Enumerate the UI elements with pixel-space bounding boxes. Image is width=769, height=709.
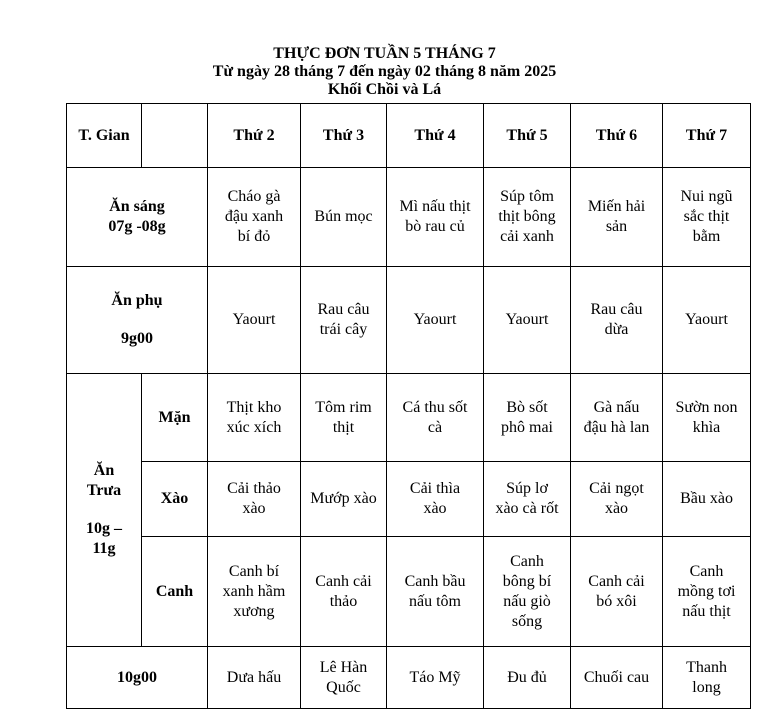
menu-cell <box>387 168 484 267</box>
menu-item-line: Rau câu <box>317 301 370 318</box>
menu-cell <box>571 168 663 267</box>
menu-item-line: Canh <box>689 562 724 580</box>
menu-item-line: Nui ngũ <box>680 188 733 205</box>
menu-item-line: xào cà rốt <box>495 500 559 517</box>
menu-cell <box>208 267 301 374</box>
menu-cell <box>571 374 663 462</box>
menu-cell <box>663 537 751 647</box>
menu-item-line: Mướp xào <box>310 490 377 507</box>
menu-item-line: bằm <box>692 228 721 245</box>
menu-cell <box>208 537 301 647</box>
menu-item-line: thịt bông <box>498 208 556 225</box>
menu-item-line: đậu xanh <box>224 208 284 225</box>
menu-item-line: Rau câu <box>590 301 643 318</box>
menu-item-line: Canh cải <box>588 572 645 590</box>
menu-item-line: Súp tôm <box>500 188 554 205</box>
menu-item-line: Mì nấu thịt <box>399 198 471 215</box>
menu-cell <box>484 462 571 537</box>
menu-cell <box>571 647 663 709</box>
menu-cell <box>663 267 751 374</box>
menu-item-line: Gà nấu <box>593 398 640 416</box>
menu-item-line: Súp lơ <box>506 480 548 497</box>
snack-row <box>67 267 751 374</box>
day-header-tue: Thứ 3 <box>301 104 387 168</box>
menu-item-line: xào <box>242 500 266 517</box>
menu-item-line: phô mai <box>501 418 553 436</box>
menu-item-line: Canh cải <box>315 572 372 590</box>
day-header-sat: Thứ 7 <box>663 104 751 168</box>
menu-cell <box>208 462 301 537</box>
menu-item-line: xúc xích <box>226 418 282 436</box>
lunch-time-line1: 10g – <box>86 520 122 537</box>
menu-item-line: Bún mọc <box>314 208 373 225</box>
menu-item-line: Quốc <box>326 678 361 696</box>
menu-item-line: Yaourt <box>505 311 549 328</box>
menu-item-line: xào <box>604 500 629 517</box>
lunch-label-cell <box>67 374 142 647</box>
menu-item-line: Canh bí <box>228 562 280 580</box>
menu-item-line: thịt <box>332 418 355 436</box>
menu-cell <box>484 647 571 709</box>
day-header-mon: Thứ 2 <box>208 104 301 168</box>
menu-item-line: nấu thịt <box>682 602 731 620</box>
breakfast-label-cell <box>67 168 208 267</box>
menu-cell <box>663 462 751 537</box>
menu-cell <box>663 647 751 709</box>
breakfast-label: Ăn sáng <box>109 198 165 215</box>
lunch-sub-label-xao: Xào <box>142 462 208 537</box>
menu-cell <box>301 267 387 374</box>
menu-cell <box>663 168 751 267</box>
menu-item-line: trái cây <box>319 321 368 338</box>
menu-title: THỰC ĐƠN TUẦN 5 THÁNG 7 <box>273 45 496 62</box>
menu-item-line: Tôm rim <box>315 398 372 416</box>
menu-cell <box>571 537 663 647</box>
menu-item-line: bò rau củ <box>405 218 465 235</box>
lunch-label-line2: Trưa <box>86 482 122 499</box>
menu-cell <box>301 647 387 709</box>
menu-item-line: mồng tơi <box>677 582 736 600</box>
weekly-menu-table <box>66 103 751 709</box>
menu-cell <box>571 462 663 537</box>
menu-item-line: cải xanh <box>500 228 554 245</box>
menu-item-line: Dưa hấu <box>226 668 282 686</box>
breakfast-time: 07g -08g <box>108 218 166 235</box>
menu-cell <box>301 462 387 537</box>
menu-item-line: bó xôi <box>596 592 637 610</box>
time-column-header: T. Gian <box>67 104 142 168</box>
menu-cell <box>484 168 571 267</box>
menu-item-line: Thanh <box>686 658 727 676</box>
menu-cell <box>387 374 484 462</box>
menu-item-line: Thịt kho <box>226 398 282 416</box>
menu-item-line: sắc thịt <box>683 208 730 225</box>
breakfast-row <box>67 168 751 267</box>
menu-item-line: Cải thảo <box>227 480 281 497</box>
menu-cell <box>301 374 387 462</box>
menu-item-line: sống <box>511 612 543 630</box>
lunch-canh-row <box>67 537 751 647</box>
menu-item-line: Cải ngọt <box>589 480 644 497</box>
menu-cell <box>387 537 484 647</box>
lunch-label-line1: Ăn <box>93 462 115 479</box>
menu-item-line: Chuối cau <box>583 668 650 686</box>
snack-time: 9g00 <box>121 330 153 347</box>
menu-item-line: khìa <box>692 418 721 436</box>
menu-item-line: xanh hầm <box>222 582 286 600</box>
menu-cell <box>208 374 301 462</box>
menu-cell <box>484 537 571 647</box>
menu-item-line: Yaourt <box>685 311 728 328</box>
menu-item-line: Miến hải <box>587 198 646 215</box>
menu-item-line: đậu hà lan <box>583 418 650 436</box>
menu-cell <box>387 647 484 709</box>
menu-item-line: xào <box>423 500 447 517</box>
day-header-wed: Thứ 4 <box>387 104 484 168</box>
menu-item-line: Yaourt <box>413 311 457 328</box>
menu-item-line: bông bí <box>502 572 552 590</box>
menu-item-line: thảo <box>329 592 358 610</box>
menu-cell <box>387 267 484 374</box>
menu-cell <box>663 374 751 462</box>
menu-item-line: long <box>692 678 721 696</box>
menu-cell <box>301 168 387 267</box>
menu-item-line: Bầu xào <box>680 490 733 507</box>
menu-item-line: Cháo gà <box>227 188 281 205</box>
header-row <box>67 104 751 168</box>
menu-cell <box>301 537 387 647</box>
lunch-sub-label-canh: Canh <box>142 537 208 647</box>
menu-item-line: nấu tôm <box>409 592 461 610</box>
menu-item-line: Táo Mỹ <box>409 668 461 686</box>
menu-item-line: Lê Hàn <box>319 658 368 676</box>
menu-item-line: Sườn non <box>675 398 738 416</box>
fruit-time: 10g00 <box>67 647 208 709</box>
snack-label: Ăn phụ <box>111 292 163 309</box>
lunch-man-row <box>67 374 751 462</box>
date-range: Từ ngày 28 tháng 7 đến ngày 02 tháng 8 năm 2025 <box>212 63 557 80</box>
menu-item-line: sản <box>605 218 628 235</box>
menu-item-line: Cải thìa <box>409 480 461 497</box>
group-name: Khối Chồi và Lá <box>327 81 442 98</box>
menu-cell <box>484 374 571 462</box>
menu-cell <box>571 267 663 374</box>
menu-cell <box>484 267 571 374</box>
menu-cell <box>387 462 484 537</box>
menu-item-line: Đu đủ <box>507 668 547 686</box>
lunch-time-line2: 11g <box>92 540 116 557</box>
menu-item-line: Bò sốt <box>506 398 548 416</box>
menu-item-line: Cá thu sốt <box>402 398 468 416</box>
day-header-thu: Thứ 5 <box>484 104 571 168</box>
menu-cell <box>208 168 301 267</box>
menu-item-line: nấu giò <box>503 592 551 610</box>
menu-item-line: bí đỏ <box>237 228 271 245</box>
menu-item-line: Canh <box>510 552 544 570</box>
fruit-row <box>67 647 751 709</box>
menu-item-line: Yaourt <box>232 311 276 328</box>
menu-item-line: Canh bầu <box>404 572 466 590</box>
day-header-fri: Thứ 6 <box>571 104 663 168</box>
empty-header-cell <box>142 104 208 168</box>
menu-item-line: cà <box>427 418 443 436</box>
lunch-xao-row <box>67 462 751 537</box>
menu-item-line: xương <box>233 602 275 620</box>
lunch-sub-label-man: Mặn <box>142 374 208 462</box>
snack-label-cell <box>67 267 208 374</box>
menu-item-line: dừa <box>604 321 629 338</box>
menu-cell <box>208 647 301 709</box>
